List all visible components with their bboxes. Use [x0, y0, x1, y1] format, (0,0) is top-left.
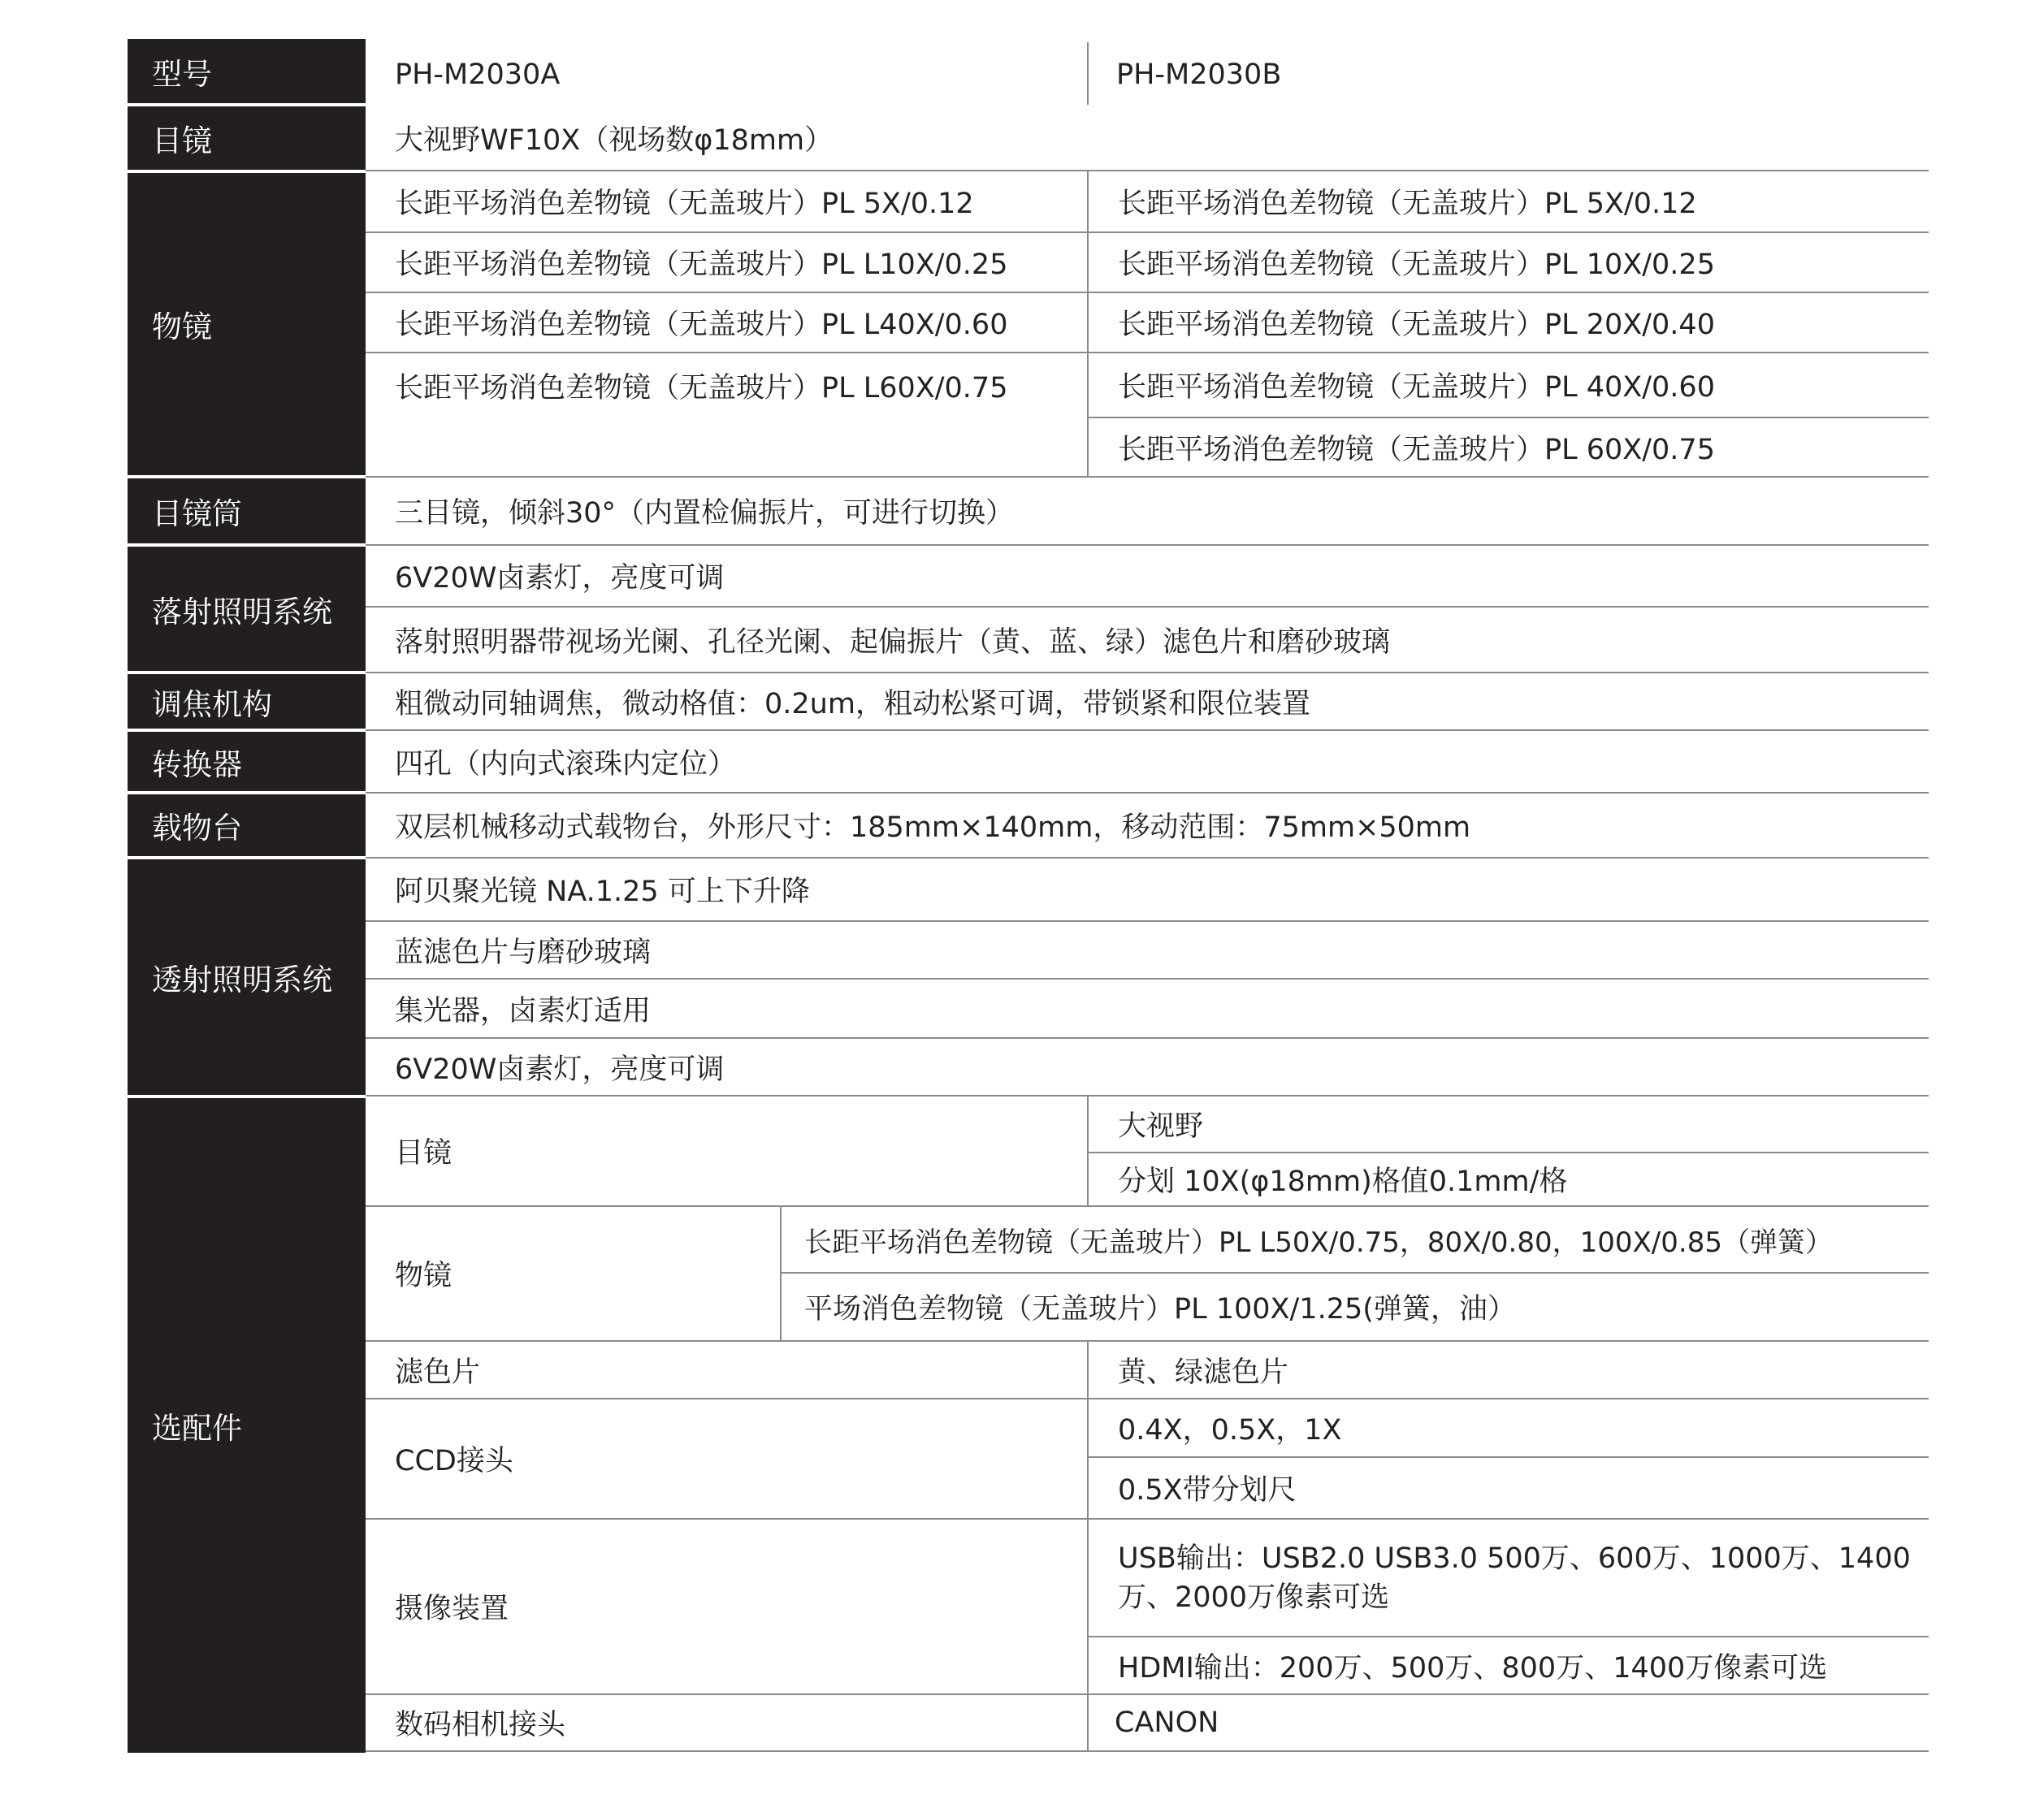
focus-value: 粗微动同轴调焦，微动格值：0.2um，粗动松紧可调，带锁紧和限位装置: [395, 687, 1310, 720]
option-filter-value: 黄、绿滤色片: [1118, 1356, 1289, 1389]
option-dslr-label: 数码相机接头: [395, 1709, 566, 1741]
transmitted-item: 蓝滤色片与磨砂玻璃: [395, 936, 652, 969]
option-filter-label: 滤色片: [395, 1356, 481, 1389]
option-objective-item: 长距平场消色差物镜（无盖玻片）PL L50X/0.75，80X/0.80，100X/0.85（弹簧）: [804, 1226, 1833, 1259]
option-eyepiece-item: 分划 10X(φ18mm)格值0.1mm/格: [1118, 1166, 1568, 1198]
rule: [366, 1750, 1929, 1752]
objective-a-item: 长距平场消色差物镜（无盖玻片）PL L60X/0.75: [395, 372, 1008, 404]
option-ccd-label: CCD接头: [395, 1445, 513, 1477]
label-tube: 目镜筒: [128, 478, 366, 543]
label-nosepiece: 转换器: [128, 732, 366, 791]
option-ccd-item: 0.5X带分划尺: [1118, 1474, 1297, 1507]
option-camera-label: 摄像装置: [395, 1593, 509, 1625]
objective-a-item: 长距平场消色差物镜（无盖玻片）PL L40X/0.60: [395, 309, 1008, 341]
tube-value: 三目镜，倾斜30°（内置检偏振片，可进行切换）: [395, 497, 1015, 530]
objective-a-item: 长距平场消色差物镜（无盖玻片）PL L10X/0.25: [395, 249, 1008, 281]
option-camera-item: USB输出：USB2.0 USB3.0 500万、600万、1000万、1400万、2000万像素可选: [1118, 1542, 1911, 1614]
model-b: PH-M2030B: [1116, 58, 1282, 91]
objective-b-item: 长距平场消色差物镜（无盖玻片）PL 20X/0.40: [1118, 309, 1715, 341]
reflected-item: 6V20W卤素灯，亮度可调: [395, 562, 725, 595]
transmitted-item: 6V20W卤素灯，亮度可调: [395, 1053, 725, 1086]
option-objective-item: 平场消色差物镜（无盖玻片）PL 100X/1.25(弹簧，油）: [804, 1293, 1516, 1326]
stage-value: 双层机械移动式载物台，外形尺寸：185mm×140mm，移动范围：75mm×50mm: [395, 811, 1471, 844]
label-objective: 物镜: [128, 173, 366, 475]
objective-b-item: 长距平场消色差物镜（无盖玻片）PL 60X/0.75: [1118, 433, 1715, 466]
label-stage: 载物台: [128, 794, 366, 856]
label-options: 选配件: [128, 1098, 366, 1753]
option-eyepiece-item: 大视野: [1118, 1110, 1204, 1143]
objective-a-item: 长距平场消色差物镜（无盖玻片）PL 5X/0.12: [395, 188, 974, 220]
eyepiece-value: 大视野WF10X（视场数φ18mm）: [395, 124, 834, 157]
nosepiece-value: 四孔（内向式滚珠内定位）: [395, 747, 737, 781]
reflected-item: 落射照明器带视场光阑、孔径光阑、起偏振片（黄、蓝、绿）滤色片和磨砂玻璃: [395, 625, 1391, 659]
objective-b-item: 长距平场消色差物镜（无盖玻片）PL 5X/0.12: [1118, 188, 1697, 220]
option-objective-label: 物镜: [395, 1260, 453, 1292]
label-reflected: 落射照明系统: [128, 547, 366, 671]
label-model: 型号: [128, 39, 366, 103]
label-focus: 调焦机构: [128, 674, 366, 729]
option-eyepiece-label: 目镜: [395, 1137, 453, 1170]
label-eyepiece: 目镜: [128, 106, 366, 170]
option-ccd-item: 0.4X，0.5X，1X: [1118, 1414, 1342, 1447]
objective-b-item: 长距平场消色差物镜（无盖玻片）PL 40X/0.60: [1118, 371, 1715, 404]
option-dslr-value: CANON: [1115, 1706, 1219, 1739]
model-a: PH-M2030A: [395, 58, 561, 91]
transmitted-item: 集光器，卤素灯适用: [395, 994, 652, 1027]
transmitted-item: 阿贝聚光镜 NA.1.25 可上下升降: [395, 876, 810, 908]
objective-b-item: 长距平场消色差物镜（无盖玻片）PL 10X/0.25: [1118, 249, 1715, 281]
label-transmitted: 透射照明系统: [128, 859, 366, 1095]
option-camera-item: HDMI输出：200万、500万、800万、1400万像素可选: [1118, 1651, 1828, 1685]
